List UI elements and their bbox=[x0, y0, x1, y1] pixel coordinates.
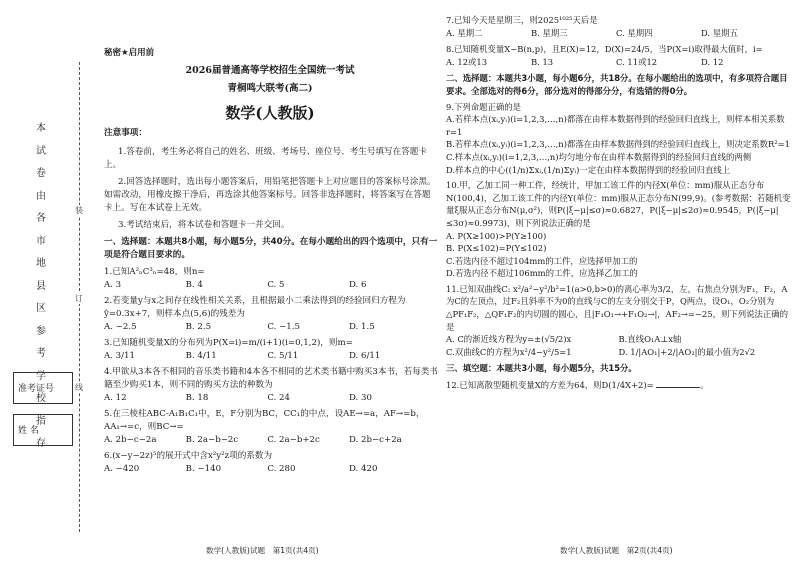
section-heading: 二、选择题：本题共3小题，每小题6分，共18分。在每小题给出的选项中，有多项符合题目要求。全部选对的得6分，部分选对的得部分分，有选错的得0分。 bbox=[446, 73, 788, 96]
page-2 bbox=[446, 14, 791, 392]
notice-char: 存 bbox=[36, 438, 46, 449]
option: A. 3 bbox=[104, 280, 122, 290]
option: B.若样本点(xᵢ,yᵢ)(i=1,2,3,…,n)都落在由样本数据得到的经验回归直线上，则决定系数R²=1 bbox=[446, 139, 790, 150]
question-stem: 12.已知离散型随机变量X的方差为64，则D(1/4X+2)= bbox=[446, 380, 654, 391]
options-row bbox=[104, 350, 439, 363]
option: D. 6 bbox=[348, 280, 367, 290]
option: B. P(X≤102)=P(Y≤102) bbox=[446, 243, 547, 254]
exam-id-box[interactable] bbox=[13, 372, 73, 404]
option: B. 4 bbox=[185, 280, 203, 290]
option: A. 12或13 bbox=[446, 56, 488, 67]
options-row bbox=[446, 346, 791, 359]
option: D. 2b−c+2a bbox=[348, 435, 402, 445]
exam-subtitle: 青桐鸣大联考(高二) bbox=[227, 83, 313, 94]
option: A. 2b−c−2a bbox=[104, 435, 157, 445]
subject-title: 数学(人教版) bbox=[225, 104, 315, 122]
question-stem: 6.(x−y−2z)⁵的展开式中含x²y²z项的系数为 bbox=[104, 451, 273, 461]
option: D. 420 bbox=[348, 464, 378, 474]
option: C. 5 bbox=[267, 280, 285, 290]
option: D. 30 bbox=[348, 393, 372, 403]
option: D. 12 bbox=[701, 56, 724, 67]
option: B. −140 bbox=[185, 464, 222, 474]
question-stem: 7.已知今天是星期三，则2025¹⁰²⁵天后是 bbox=[446, 15, 598, 25]
option: A. 12 bbox=[104, 393, 127, 403]
question-12: 12.已知离散型随机变量X的方差为64，则D(1/4X+2)= 。 bbox=[446, 380, 709, 391]
option: D. 1/|AO₁|+2/|AO₂|的最小值为2√2 bbox=[618, 346, 756, 357]
notice-block bbox=[104, 127, 439, 232]
question-5 bbox=[104, 408, 439, 447]
cut-mark: 线 bbox=[75, 383, 83, 392]
options-row bbox=[104, 434, 439, 447]
answer-blank[interactable] bbox=[656, 378, 700, 388]
binding-strip bbox=[0, 0, 83, 566]
question-2 bbox=[104, 295, 439, 334]
option: B. 2a−b−2c bbox=[185, 435, 239, 445]
option: B. 4/11 bbox=[185, 351, 217, 361]
question-10 bbox=[446, 179, 791, 280]
notice-char: 学 bbox=[36, 370, 46, 382]
name-label: 姓 名 bbox=[18, 426, 39, 436]
option: C.若选内径不超过104mm的工件，应选择甲加工的 bbox=[446, 255, 638, 266]
exam-id-label: 准考证号 bbox=[18, 384, 55, 394]
notice-item: 1.答卷前，考生务必将自己的姓名、班级、考场号、座位号、考生号填写在答题卡上。 bbox=[104, 147, 427, 170]
notice-char: 校 bbox=[36, 393, 46, 404]
page1-footer: 数学(人教版)试题 第1页(共4页) bbox=[206, 546, 319, 555]
exam-title: 2026届普通高等学校招生全国统一考试 bbox=[185, 65, 355, 76]
notice-char: 地 bbox=[36, 258, 46, 269]
notice-title: 注意事项： bbox=[104, 128, 147, 138]
notice-char: 市 bbox=[36, 235, 46, 247]
option: B. 星期三 bbox=[531, 27, 568, 38]
option: A. 3/11 bbox=[104, 351, 135, 361]
option: D. 1.5 bbox=[348, 322, 375, 332]
question-stem: 8.已知随机变量X~B(n,p)，且E(X)=12，D(X)=24/5，当P(X=i)取得最大值时，i= bbox=[446, 44, 763, 55]
options-row bbox=[104, 463, 439, 476]
question-stem: 3.已知随机变量X的分布列为P(X=i)=m/(i+1)(i=0,1,2)，则m= bbox=[104, 338, 353, 348]
section-heading: 三、填空题：本题共3小题，每小题5分，共15分。 bbox=[446, 363, 637, 374]
cut-mark: 装 bbox=[75, 206, 83, 215]
question-stem: 10.甲，乙加工同一种工件，经统计，甲加工该工件的内径X(单位：mm)服从正态分布N(100,4)，乙加工该工件的内径Y(单位：mm)服从正态分布N(99,9)。(参考数据：若随机变量ξ服从正态分布N(μ,σ²)，则P(|ξ−μ|≤σ)≈0.6827，P(|ξ−μ|≤2σ)≈0.9545，P(|ξ−μ|≤3σ)≈0.9973)，则下列说法正确的是 bbox=[446, 180, 791, 228]
options-row bbox=[446, 333, 791, 346]
notice-char: 参 bbox=[36, 325, 46, 337]
options-row bbox=[446, 27, 791, 40]
options-row bbox=[104, 392, 439, 405]
cut-mark: 订 bbox=[75, 294, 83, 303]
notice-char: 试 bbox=[36, 145, 46, 157]
section-heading: 一、选择题：本题共8小题，每小题5分，共40分。在每小题给出的四个选项中，只有一项是符合题目要求的。 bbox=[104, 237, 438, 260]
page2-footer: 数学(人教版)试题 第2页(共4页) bbox=[560, 546, 673, 555]
option: D.若选内径不超过106mm的工件，应选择乙加工的 bbox=[446, 268, 638, 279]
question-3 bbox=[104, 337, 439, 363]
question-stem: 11.已知双曲线C: x²/a²−y²/b²=1(a>0,b>0)的离心率为3/2，左，右焦点分别为F₁，F₂，A为C的左顶点，过F₂且斜率不为0的直线与C的左支分别交于P，Q两点，设O₁，O₂分别为△PF₁F₂，△QF₁F₂的内切圆的圆心，且|F₁O₁→+F₁O₂→|，AF₂→=−25，则下列说法正确的是 bbox=[446, 283, 788, 332]
secret-mark: 秘密★启用前 bbox=[104, 48, 155, 58]
notice-char: 考 bbox=[36, 348, 46, 359]
name-box[interactable] bbox=[13, 414, 73, 446]
option: C.双曲线C的方程为x²/4−y²/5=1 bbox=[446, 346, 572, 357]
question-6 bbox=[104, 450, 439, 476]
notice-char: 县 bbox=[36, 280, 46, 292]
question-11 bbox=[446, 283, 791, 359]
option: A.若样本点(xᵢ,yᵢ)(i=1,2,3,…,n)都落在由样本数据得到的经验回归直线上，则样本相关系数r=1 bbox=[446, 114, 785, 137]
notice-char: 指 bbox=[36, 415, 46, 427]
question-stem: 1.已知A²ₙC³ₙ=48，则n= bbox=[104, 267, 205, 277]
notice-char: 区 bbox=[36, 303, 46, 314]
option: D. 6/11 bbox=[348, 351, 381, 361]
options-row bbox=[104, 321, 439, 334]
option: A. P(X≥100)>P(Y≥100) bbox=[446, 230, 547, 241]
question-stem: 5.在三棱柱ABC-A₁B₁C₁中，E，F分别为BC，CC₁的中点，设AE→=a，AF→=b，AA₁→=c，则BC→= bbox=[104, 409, 425, 432]
option: B. 2.5 bbox=[185, 322, 212, 332]
notice-char: 由 bbox=[36, 190, 46, 202]
option: A. 星期二 bbox=[446, 27, 483, 38]
question-stem: 2.若变量y与x之间存在线性相关关系，且根据最小二乘法得到的经验回归方程为ŷ=0.3x+7，则样本点(5,6)的残差为 bbox=[104, 296, 406, 319]
question-stem: 4.甲欲从3本各不相同的音乐类书籍和4本各不相同的艺术类书籍中购买3本书，若每类书籍至少购买1本，则不同的购买方法的种数为 bbox=[104, 367, 438, 390]
vertical-notice bbox=[34, 118, 48, 456]
section-1 bbox=[104, 236, 439, 476]
option: D.样本点的中心((1/n)Σxᵢ,(1/n)Σyᵢ)一定在由样本数据得到的经验回归直线上 bbox=[446, 164, 731, 175]
question-8 bbox=[446, 43, 791, 68]
question-7 bbox=[446, 14, 791, 39]
notice-item: 3.考试结束后，将本试卷和答题卡一并交回。 bbox=[118, 220, 290, 230]
notice-char: 各 bbox=[36, 213, 46, 224]
notice-char: 卷 bbox=[36, 168, 46, 179]
option: C. 星期四 bbox=[616, 27, 653, 38]
option: C. 2a−b+2c bbox=[267, 435, 320, 445]
question-4 bbox=[104, 366, 439, 405]
options-row bbox=[446, 56, 791, 69]
option: C. 11或12 bbox=[616, 56, 658, 67]
option: A. −2.5 bbox=[104, 322, 137, 332]
option: A. C的渐近线方程为y=±(√5/2)x bbox=[446, 334, 572, 345]
question-9 bbox=[446, 101, 791, 177]
option: B.直线O₁A⊥x轴 bbox=[618, 334, 682, 345]
option: C. −1.5 bbox=[267, 322, 300, 332]
notice-char: 本 bbox=[36, 123, 46, 134]
option: B. 13 bbox=[531, 56, 554, 67]
option: D. 星期五 bbox=[701, 27, 738, 38]
option: C. 24 bbox=[267, 393, 290, 403]
option: C.样本点(xᵢ,yᵢ)(i=1,2,3,…,n)均匀地分布在由样本数据得到的经验回归直线的两侧 bbox=[446, 151, 752, 162]
notice-item: 2.回答选择题时，选出每小题答案后，用铅笔把答题卡上对应题目的答案标号涂黑。如需改动，用橡皮擦干净后，再选涂其他答案标号。回答非选择题时，将答案写在答题卡上。写在本试卷上无效。 bbox=[104, 177, 436, 213]
option: B. 18 bbox=[185, 393, 209, 403]
option: C. 5/11 bbox=[267, 351, 299, 361]
option: A. −420 bbox=[104, 464, 140, 474]
options-row bbox=[104, 279, 439, 292]
question-stem: 9.下列命题正确的是 bbox=[446, 101, 521, 112]
option: C. 280 bbox=[267, 464, 296, 474]
question-1 bbox=[104, 266, 439, 292]
